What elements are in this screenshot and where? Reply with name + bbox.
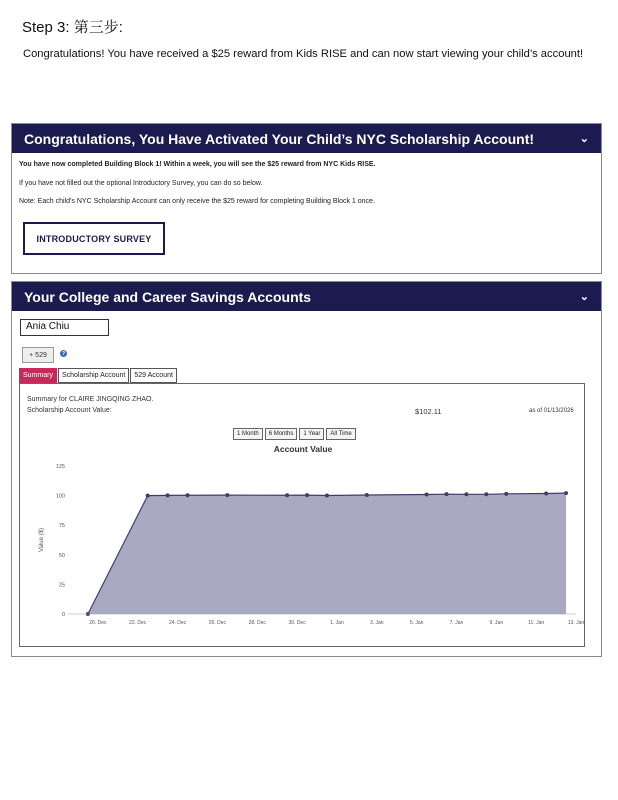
reward-note: Note: Each child’s NYC Scholarship Account can only receive the $25 reward for completing Building Block 1 once. [19, 198, 375, 205]
range-all-time-button[interactable]: All Time [326, 428, 355, 440]
savings-accounts-panel [11, 281, 602, 657]
account-value: $102.11 [415, 407, 442, 416]
chevron-down-icon[interactable]: ⌄ [579, 291, 589, 303]
data-point [564, 491, 568, 495]
y-tick-label: 125 [55, 464, 65, 470]
account-value-chart [20, 454, 586, 644]
data-point [325, 493, 329, 497]
introductory-survey-button[interactable]: INTRODUCTORY SURVEY [23, 222, 165, 255]
area-fill [88, 493, 566, 614]
x-tick-label: 28. Dec [248, 620, 266, 626]
intro-text: Congratulations! You have received a $25 reward from Kids RISE and can now start viewing your child’s account! [23, 48, 584, 60]
data-point [166, 493, 170, 497]
help-icon[interactable]: ? [61, 350, 66, 357]
y-tick-label: 100 [55, 493, 65, 500]
data-point [484, 492, 488, 496]
data-point [285, 493, 289, 497]
y-tick-label: 25 [58, 582, 65, 589]
y-axis-label: Value ($) [39, 528, 45, 552]
x-tick-label: 11. Jan [528, 620, 545, 626]
data-point [504, 492, 508, 496]
activated-account-panel [11, 123, 602, 274]
x-tick-label: 13. Jan [567, 620, 585, 626]
activated-panel-body [12, 153, 601, 225]
x-tick-label: 20. Dec [89, 620, 107, 626]
child-name-select[interactable]: Ania Chiu [20, 319, 109, 336]
activated-panel-title: Congratulations, You Have Activated Your Child’s NYC Scholarship Account! [24, 130, 535, 147]
data-point [305, 493, 309, 497]
y-tick-label: 75 [58, 523, 65, 530]
survey-message: If you have not filled out the optional Introductory Survey, you can do so below. [19, 179, 263, 187]
tab-summary[interactable]: Summary [19, 368, 57, 383]
x-tick-label: 26. Dec [208, 620, 227, 626]
x-tick-label: 5. Jan [409, 620, 424, 626]
account-value-label: Scholarship Account Value: [27, 407, 112, 414]
data-point [445, 492, 449, 496]
tab-529-account[interactable]: 529 Account [130, 368, 177, 383]
x-tick-label: 30. Dec [288, 620, 306, 626]
data-point [146, 494, 150, 498]
range-6-months-button[interactable]: 6 Months [265, 428, 298, 440]
y-tick-label: 50 [58, 552, 65, 559]
summary-for-label: Summary for CLAIRE JINGQING ZHAO. [27, 396, 154, 403]
x-tick-label: 1. Jan [330, 620, 344, 626]
y-tick-label: 0 [61, 612, 65, 618]
chart-title: Account Value [273, 444, 333, 454]
step-title: Step 3: 第三步: [22, 19, 123, 36]
add-529-button[interactable]: + 529 [22, 347, 54, 363]
range-buttons [233, 428, 358, 440]
data-point [365, 493, 369, 497]
x-tick-label: 24. Dec [168, 620, 187, 626]
savings-panel-header[interactable] [12, 282, 601, 311]
activated-panel-header[interactable] [12, 124, 601, 153]
data-point [544, 491, 548, 495]
data-point [225, 493, 229, 497]
data-point [186, 493, 190, 497]
completion-message: You have now completed Building Block 1! Within a week, you will see the $25 reward from NYC Kids RISE. [19, 161, 376, 168]
summary-panel [19, 383, 585, 647]
savings-panel-title: Your College and Career Savings Accounts [24, 288, 312, 305]
x-tick-label: 3. Jan [369, 620, 384, 626]
x-tick-label: 7. Jan [449, 620, 464, 626]
range-1-year-button[interactable]: 1 Year [299, 428, 324, 440]
data-point [464, 492, 468, 496]
range-1-month-button[interactable]: 1 Month [233, 428, 263, 440]
x-tick-label: 22. Dec [129, 620, 147, 626]
data-point [425, 493, 429, 497]
x-tick-label: 9. Jan [489, 620, 504, 626]
tab-scholarship-account[interactable]: Scholarship Account [58, 368, 129, 383]
account-tabs [19, 368, 178, 383]
chevron-down-icon[interactable]: ⌄ [579, 133, 589, 145]
as-of-date: as of 01/13/2026 [529, 408, 574, 414]
